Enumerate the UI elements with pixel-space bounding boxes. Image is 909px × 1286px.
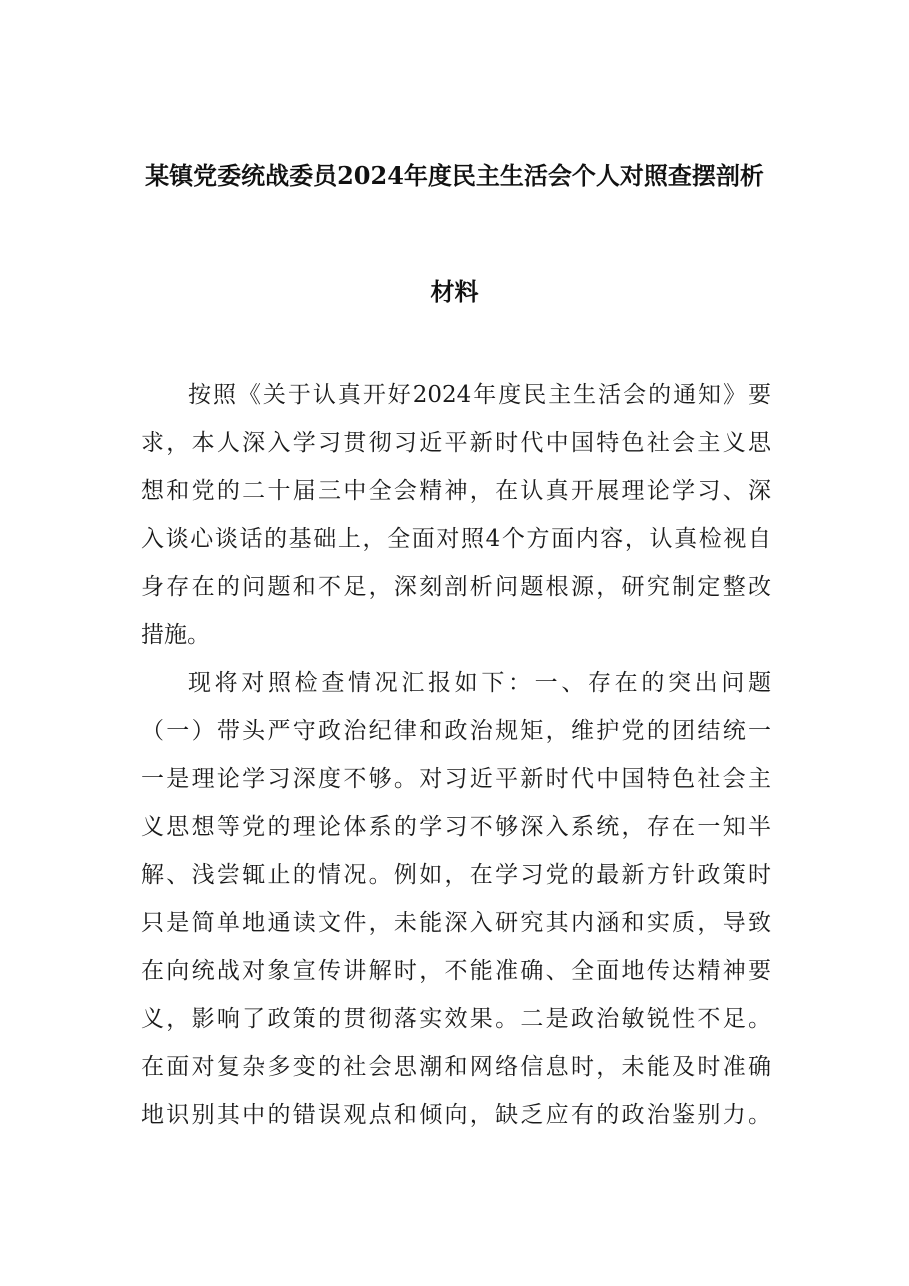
paragraph-line: 义，影响了政策的贯彻落实效果。二是政治敏锐性不足。 [141, 1006, 771, 1032]
paragraph-line: 身存在的问题和不足，深刻剖析问题根源，研究制定整改 [141, 574, 771, 600]
paragraph-line: 求，本人深入学习贯彻习近平新时代中国特色社会主义思 [141, 430, 771, 456]
document-title-line-1: 某镇党委统战委员2024年度民主生活会个人对照查摆剖析 [145, 161, 764, 190]
document-title-line-2: 材料 [430, 277, 479, 306]
paragraph-line: 地识别其中的错误观点和倾向，缺乏应有的政治鉴别力。 [141, 1102, 771, 1128]
paragraph-line: （一）带头严守政治纪律和政治规矩，维护党的团结统一 [141, 718, 771, 744]
paragraph-line: 措施。 [141, 622, 210, 648]
paragraph-line: 解、浅尝辄止的情况。例如，在学习党的最新方针政策时 [141, 862, 771, 888]
paragraph-line: 入谈心谈话的基础上，全面对照4个方面内容，认真检视自 [141, 526, 771, 552]
paragraph-line: 现将对照检查情况汇报如下：一、存在的突出问题 [188, 670, 771, 696]
paragraph-line: 在面对复杂多变的社会思潮和网络信息时，未能及时准确 [141, 1054, 771, 1080]
paragraph-line: 义思想等党的理论体系的学习不够深入系统，存在一知半 [141, 814, 771, 840]
paragraph-line: 一是理论学习深度不够。对习近平新时代中国特色社会主 [141, 766, 771, 792]
paragraph-line: 想和党的二十届三中全会精神，在认真开展理论学习、深 [141, 478, 771, 504]
paragraph-line: 按照《关于认真开好2024年度民主生活会的通知》要 [188, 382, 771, 408]
paragraph-line: 在向统战对象宣传讲解时，不能准确、全面地传达精神要 [141, 958, 771, 984]
paragraph-line: 只是简单地通读文件，未能深入研究其内涵和实质，导致 [141, 910, 771, 936]
